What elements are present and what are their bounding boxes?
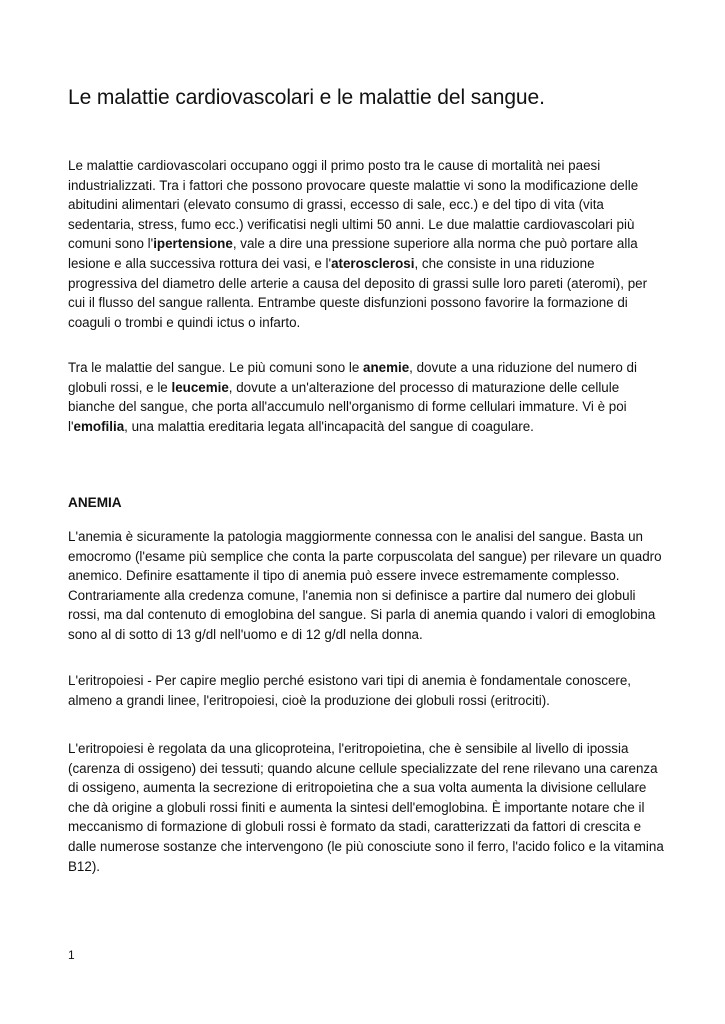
text-run: , vale a dire una pressione superiore alla norma che può portare alla lesione e alla successiva rottura dei vasi, e l'	[68, 236, 638, 271]
text-run: , dovute a una riduzione del numero di globuli rossi, e le	[68, 360, 637, 395]
term-emofilia: emofilia	[73, 418, 125, 434]
text-run: Tra le malattie del sangue. Le più comuni sono le	[68, 360, 364, 375]
term-anemie: anemie	[363, 360, 410, 375]
term-ipertensione: ipertensione	[153, 236, 233, 252]
anemia-paragraph-eritropoiesi-intro: L'eritropoiesi - Per capire meglio perché esistono vari tipi di anemia è fondamentale conoscere, almeno a grandi linee, l'eritropoiesi, cioè la produzione dei globuli rossi (eritrociti).	[68, 673, 632, 708]
anemia-paragraph-definition: L'anemia è sicuramente la patologia maggiormente connessa con le analisi del sangue. Basta un emocromo (l'esame più semplice che conta la parte corpuscolata del sangue) per rilevare un quadro anemico. Definire esattamente il tipo di anemia può essere invece estremamente complesso. Contrariamente alla credenza comune, l'anemia non si definisce a partire dal numero dei globuli rossi, ma dal contenuto di emoglobina del sangue. Si parla di anemia quando i valori di emoglobina sono al di sotto di 13 g/dl nell'uomo e di 12 g/dl nella donna.	[68, 529, 662, 642]
intro-paragraph-blood	[68, 358, 664, 436]
term-leucemie: leucemie	[171, 379, 229, 395]
text-run: , dovute a un'alterazione del processo di maturazione delle cellule bianche del sangue, che porta all'accumulo nell'organismo di forme cellulari immature. Vi è poi l'	[68, 379, 627, 434]
anemia-paragraph-eritropoiesi-detail: L'eritropoiesi è regolata da una glicoproteina, l'eritropoietina, che è sensibile al livello di ipossia (carenza di ossigeno) dei tessuti; quando alcune cellule specializzate del rene rilevano una carenza di ossigeno, aumenta la secrezione di eritropoietina che a sua volta aumenta la divisione cellulare che dà origine a globuli rossi finiti e aumenta la sintesi dell'emoglobina. È importante notare che il meccanismo di formazione di globuli rossi è formato da stadi, caratterizzati da fattori di crescita e dalle numerose sostanze che intervengono (le più conosciute sono il ferro, l'acido folico e la vitamina B12).	[68, 741, 664, 874]
page-number: 1	[68, 948, 75, 962]
section-heading-anemia: ANEMIA	[68, 495, 122, 510]
term-aterosclerosi: aterosclerosi	[331, 255, 415, 271]
intro-paragraph-cardiovascular	[68, 156, 664, 332]
text-run: Le malattie cardiovascolari occupano oggi il primo posto tra le cause di mortalità nei paesi industrializzati. Tra i fattori che possono provocare queste malattie vi sono la modificazione delle abitudini alimentari (elevato consumo di grassi, eccesso di sale, ecc.) e del tipo di vita (vita sedentaria, stress, fumo ecc.) verificatisi negli ultimi 50 anni. Le due malattie cardiovascolari più comuni sono l'	[68, 158, 639, 252]
page-title: Le malattie cardiovascolari e le malattie del sangue.	[68, 86, 545, 109]
text-run: , una malattia ereditaria legata all'incapacità del sangue di coagulare.	[124, 418, 534, 434]
text-run: , che consiste in una riduzione progressiva del diametro delle arterie a causa del deposito di grassi sulle loro pareti (ateromi), per cui il flusso del sangue rallenta. Entrambe queste disfunzioni possono favorire la formazione di coaguli o trombi e quindi ictus o infarto.	[68, 255, 648, 330]
